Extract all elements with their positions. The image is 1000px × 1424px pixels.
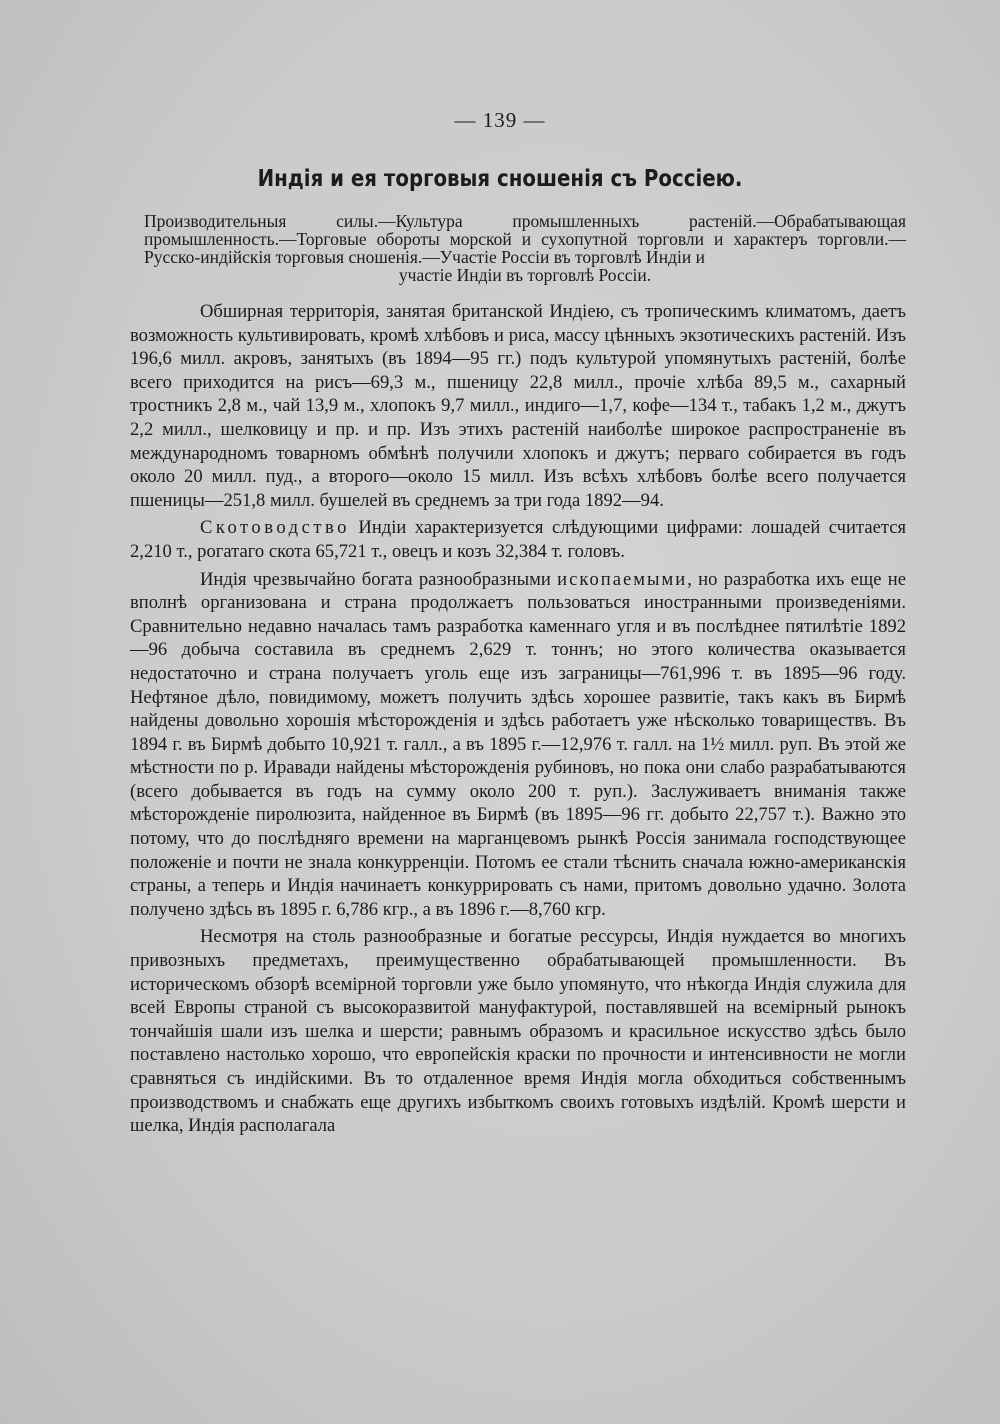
paragraph-2 — [130, 516, 906, 563]
paragraph-2-text: Индіи характеризуется слѣдующими цифрами: лошадей считается 2,210 т., рогатаго скота 65,721 т., овецъ и козъ 32,384 т. головъ. — [130, 517, 906, 562]
paragraph-3-text-a: Индія чрезвычайно богата разнообразными — [200, 568, 558, 590]
chapter-summary — [144, 212, 906, 284]
paragraph-3-text-b: , но разработка ихъ еще не вполнѣ организована и страна продолжаетъ пользоваться иностранными произведеніями. Сравнительно недавно началась тамъ разработка каменнаго угля и въ послѣднее пятилѣтіе 1892—96 добыча составила въ среднемъ 2,629 т. тоннъ; но этого количества оказывается недостаточно и страна получаетъ уголь еще изъ заграницы—761,996 т. въ 1895—96 году. Нефтяное дѣло, повидимому, можетъ получить здѣсь хорошее развитіе, такъ какъ въ Бирмѣ найдены довольно хорошія мѣсторожденія и здѣсь работаетъ уже нѣсколько товариществъ. Въ 1894 г. въ Бирмѣ добыто 10,921 т. галл., а въ 1895 г.—12,976 т. галл. на 1½ милл. руп. Въ этой же мѣстности по р. Иравади найдены мѣсторожденія рубиновъ, но пока они слабо разрабатываются (всего добывается въ годъ на сумму около 200 т. руп.). Заслуживаетъ вниманія также мѣсторожденіе пиролюзита, найденное въ Бирмѣ (въ 1895—96 гг. добыто 22,757 т.). Важно это потому, что до послѣдняго времени на марганцевомъ рынкѣ Россія занимала господствующее положеніе и почти не знала конкурренціи. Потомъ ее стали тѣснить сначала южно-американскія страны, а теперь и Индія начинаетъ конкуррировать съ нами, притомъ довольно удачно. Золота получено здѣсь въ 1895 г. 6,786 кгр., а въ 1896 г.—8,760 кгр. — [130, 568, 907, 920]
body-text — [130, 300, 906, 1138]
summary-last-line: участіе Индіи въ торговлѣ Россіи. — [398, 265, 652, 285]
spaced-term-livestock: Скотоводство — [200, 517, 350, 539]
paragraph-1: Обширная территорія, занятая британской Индіею, съ тропическимъ климатомъ, даетъ возможность культивировать, кромѣ хлѣбовъ и риса, массу цѣнныхъ экзотическихъ растеній. Изъ 196,6 милл. акровъ, занятыхъ (въ 1894—95 гг.) подъ культурой упомянутыхъ растеній, болѣе всего приходится на рисъ—69,3 м., пшеницу 22,8 милл., прочіе хлѣба 89,5 м., сахарный тростникъ 2,8 м., чай 13,9 м., хлопокъ 9,7 милл., индиго—1,7, кофе—134 т., табакъ 1,2 м., джутъ 2,2 милл., шелковицу и пр. и пр. Изъ этихъ растеній наиболѣе широкое распространеніе въ международномъ товарномъ обмѣнѣ получили хлопокъ и джутъ; перваго собирается въ годъ около 20 милл. пуд., а второго—около 15 милл. Изъ всѣхъ хлѣбовъ болѣе всего получается пшеницы—251,8 милл. бушелей въ среднемъ за три года 1892—94. — [130, 301, 906, 511]
page-number: — 139 — — [454, 108, 546, 132]
chapter-title: Индія и ея торговыя сношенія съ Россіею. — [257, 166, 743, 192]
paragraph-3 — [130, 568, 906, 922]
spaced-term-minerals: ископаемыми — [557, 568, 688, 590]
paragraph-4: Несмотря на столь разнообразные и богатые рессурсы, Индія нуждается во многихъ привозныхъ предметахъ, преимущественно обрабатывающей промышленности. Въ историческомъ обзорѣ всемірной торговли уже было упомянуто, что нѣкогда Индія служила для всей Европы страной съ высокоразвитой мануфактурой, поставлявшей на всемірный рынокъ тончайшія шали изъ шелка и шерсти; равнымъ образомъ и красильное искусство здѣсь было поставлено настолько хорошо, что европейскія краски по прочности и интенсивности не могли сравняться съ индійскими. Въ то отдаленное время Индія могла обходиться собственнымъ производствомъ и снабжать еще другихъ избыткомъ своихъ готовыхъ издѣлій. Кромѣ шерсти и шелка, Индія располагала — [130, 926, 906, 1137]
summary-text: Производительныя силы.—Культура промышленныхъ растеній.—Обрабатывающая промышленность.—Торговые обороты морской и сухопутной торговли и характеръ торговли.—Русско-индійскія торговыя сношенія.—Участіе Россіи въ торговлѣ Индіи и — [144, 211, 906, 267]
